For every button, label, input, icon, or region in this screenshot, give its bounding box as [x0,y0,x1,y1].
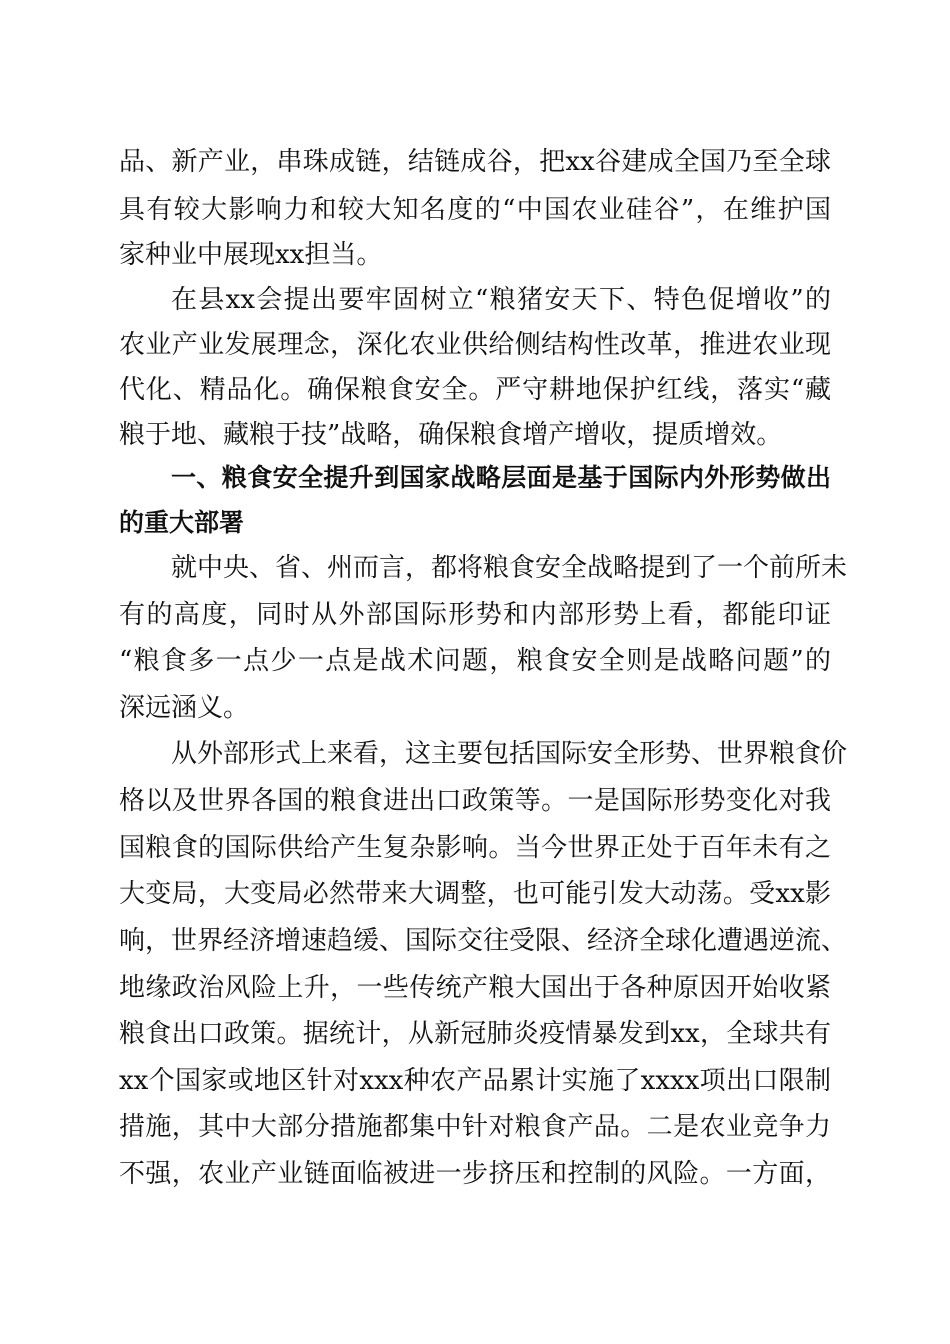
body-line: 措施，其中大部分措施都集中针对粮食产品。二是农业竞争力 [119,1112,831,1142]
section-heading: 一、粮食安全提升到国家战略层面是基于国际内外形势做出 [171,463,831,492]
body-line: 格以及世界各国的粮食进出口政策等。一是国际形势变化对我 [119,786,831,816]
body-line: 具有较大影响力和较大知名度的“中国农业硅谷”，在维护国 [119,195,831,225]
paragraph-first-line: 在县xx会提出要牢固树立“粮猪安天下、特色促增收”的 [171,285,831,315]
body-line: 有的高度，同时从外部国际形势和内部形势上看，都能印证 [119,600,831,630]
body-line: 响，世界经济增速趋缓、国际交往受限、经济全球化遭遇逆流、 [119,926,848,956]
body-line: 不强，农业产业链面临被进一步挤压和控制的风险。一方面， [119,1159,831,1189]
body-line: 粮食出口政策。据统计，从新冠肺炎疫情暴发到xx，全球共有 [119,1019,831,1049]
body-line: 代化、精品化。确保粮食安全。严守耕地保护红线，落实“藏 [119,375,831,405]
body-line: 大变局，大变局必然带来大调整，也可能引发大动荡。受xx影 [119,879,831,909]
body-line: 深远涵义。 [119,693,250,723]
body-line: 农业产业发展理念，深化农业供给侧结构性改革，推进农业现 [119,330,831,360]
body-line: 国粮食的国际供给产生复杂影响。当今世界正处于百年未有之 [119,833,831,863]
paragraph-first-line: 就中央、省、州而言，都将粮食安全战略提到了一个前所未 [171,553,848,583]
paragraph-first-line: 从外部形式上来看，这主要包括国际安全形势、世界粮食价 [171,739,848,769]
body-line: 粮于地、藏粮于技”战略，确保粮食增产增收，提质增效。 [119,420,783,450]
body-line: 品、新产业，串珠成链，结链成谷，把xx谷建成全国乃至全球 [119,147,831,177]
section-heading-continued: 的重大部署 [119,508,245,537]
body-line: xx个国家或地区针对xxx种农产品累计实施了xxxx项出口限制 [119,1066,831,1096]
body-line: “粮食多一点少一点是战术问题，粮食安全则是战略问题”的 [119,646,831,676]
body-line: 地缘政治风险上升，一些传统产粮大国出于各种原因开始收紧 [119,973,831,1003]
body-line: 家种业中展现xx担当。 [119,240,383,270]
